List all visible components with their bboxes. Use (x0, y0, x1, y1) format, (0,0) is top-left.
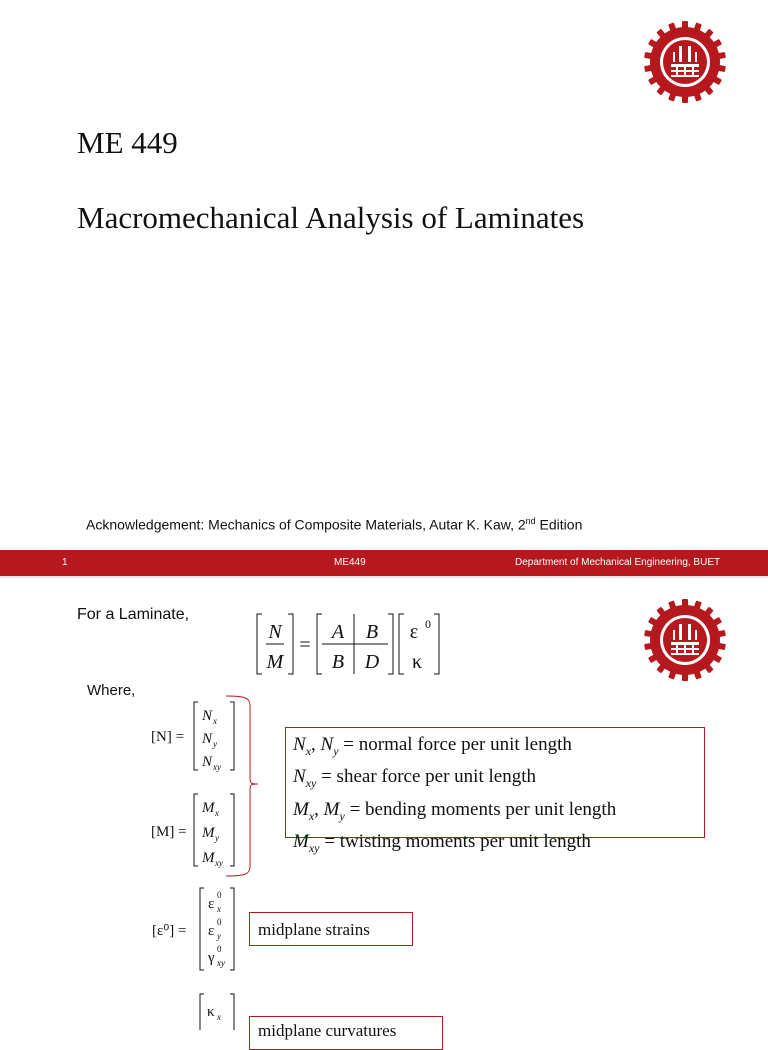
curvature-entry-1: κ (207, 1004, 215, 1020)
strain-entry-3-sup: 0 (217, 944, 222, 954)
strain-entry-2: ε (208, 923, 215, 939)
def-subscript: xy (305, 776, 317, 791)
content-slide (0, 578, 768, 1040)
force-moment-vectors (146, 696, 291, 876)
laminate-equation (252, 608, 447, 680)
footer-course: ME449 (334, 557, 366, 568)
course-title: ME 449 (77, 125, 178, 160)
eq-epsilon: ε (409, 621, 419, 643)
slide-footer (0, 550, 768, 576)
buet-logo (643, 598, 727, 682)
M-vector-label: [M] = (151, 824, 187, 840)
eq-kappa: κ (411, 651, 423, 673)
def-subscript: xy (308, 840, 320, 855)
page-number: 1 (62, 557, 68, 568)
def-symbol: N (293, 734, 306, 755)
strain-vector (146, 884, 246, 976)
def-symbol: N (293, 766, 306, 788)
definition-row: $M_x$, $M_y$ = bending moments per unit length (293, 798, 617, 823)
intro-text: For a Laminate, (77, 606, 190, 623)
eq-B-bottom: B (331, 651, 345, 673)
M-entry-2: M (202, 825, 215, 841)
acknowledgement (86, 516, 582, 533)
eq-B-top: B (365, 621, 379, 643)
definition-row (293, 764, 704, 796)
def-subscript: x (308, 808, 315, 823)
N-entry-2: N (202, 731, 213, 747)
eq-N: N (268, 621, 282, 643)
strain-entry-1-sup: 0 (217, 890, 222, 900)
strain-entry-3: γ (208, 950, 215, 966)
N-vector-label: [N] = (151, 729, 185, 745)
strain-vector-label: [ε⁰] = (152, 923, 187, 939)
strain-entry-1-sub: x (217, 904, 221, 914)
definitions-box (285, 727, 705, 855)
footer-department: Department of Mechanical Engineering, BUET (515, 557, 721, 568)
M-entry-3-sub: xy (215, 858, 223, 868)
ack-text: Acknowledgement: Mechanics of Composite Materials, Autar K. Kaw, 2 (86, 516, 526, 533)
eq-M: M (266, 651, 284, 673)
eq-equals: = (299, 634, 311, 656)
strain-entry-2-sub: y (217, 931, 221, 941)
N-entry-1: N (202, 708, 213, 724)
M-entry-1: M (202, 800, 215, 816)
N-entry-2-sub: y (213, 739, 217, 749)
ack-suffix: Edition (535, 516, 583, 533)
def-text: = shear force per unit length (316, 766, 536, 788)
strain-entry-2-sup: 0 (217, 917, 222, 927)
def-symbol: N (320, 734, 334, 755)
definition-row: $N_x$, $N_y$ = normal force per unit length (293, 734, 572, 758)
def-symbol: M (323, 798, 340, 820)
curvature-vector (186, 990, 246, 1030)
M-entry-1-sub: x (215, 808, 219, 818)
def-symbol: M (293, 830, 309, 852)
def-subscript: y (333, 743, 339, 758)
M-entry-2-sub: y (215, 833, 219, 843)
ack-sup: nd (525, 516, 536, 526)
definition-row (293, 829, 704, 861)
strain-entry-3-sub: xy (217, 958, 225, 968)
slide-subtitle: Macromechanical Analysis of Laminates (77, 200, 585, 235)
midplane-strains-box: midplane strains (249, 912, 413, 946)
def-symbol: M (293, 798, 309, 820)
def-subscript: y (339, 808, 345, 823)
M-entry-3: M (202, 850, 215, 866)
N-entry-1-sub: x (213, 716, 217, 726)
eq-D: D (364, 651, 380, 673)
N-entry-3-sub: xy (213, 762, 221, 772)
def-text: = normal force per unit length (338, 734, 572, 755)
def-text: = bending moments per unit length (344, 798, 617, 820)
midplane-curvatures-box: midplane curvatures (249, 1016, 443, 1050)
N-entry-3: N (202, 754, 213, 770)
def-text: = twisting moments per unit length (319, 830, 591, 852)
curvature-entry-1-sub: x (217, 1012, 221, 1022)
where-label: Where, (87, 682, 136, 699)
eq-epsilon-sup: 0 (425, 617, 431, 631)
buet-logo (643, 20, 727, 104)
strain-entry-1: ε (208, 896, 215, 912)
eq-A: A (331, 621, 345, 643)
def-subscript: x (305, 743, 312, 758)
grouping-brace (226, 696, 258, 876)
